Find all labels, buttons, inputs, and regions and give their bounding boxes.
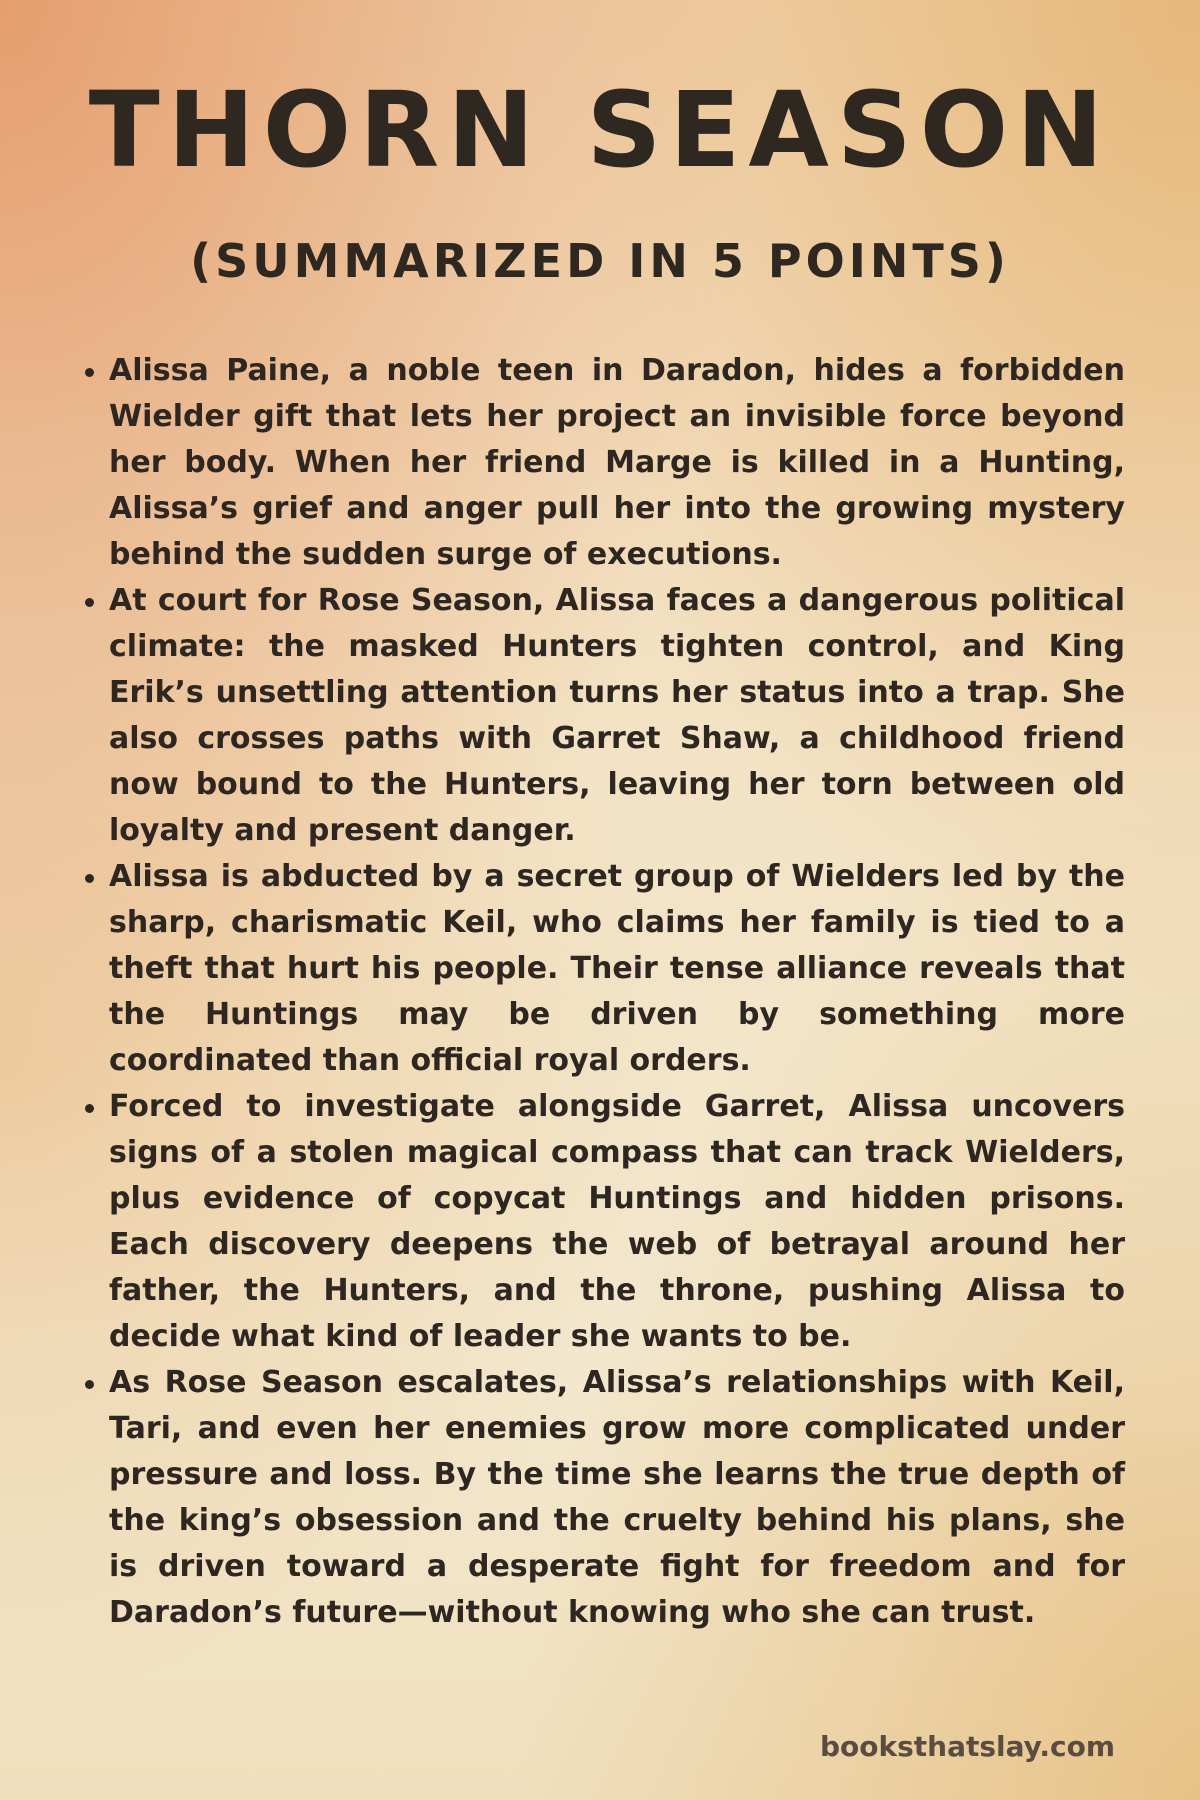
summary-point: Alissa Paine, a noble teen in Daradon, hides a forbidden Wielder gift that lets her project an invisible force beyond her body. When her friend Marge is killed in a Hunting, Alissa’s grief and anger pull her into the growing mystery behind the sudden surge of executions.	[109, 348, 1125, 578]
summary-list	[109, 348, 1125, 1636]
page-subtitle: (SUMMARIZED IN 5 POINTS)	[190, 234, 1010, 288]
summary-point: As Rose Season escalates, Alissa’s relationships with Keil, Tari, and even her enemies grow more complicated under pressure and loss. By the time she learns the true depth of the king’s obsession and the cruelty behind his plans, she is driven toward a desperate fight for freedom and for Daradon’s future—without knowing who she can trust.	[109, 1360, 1125, 1636]
summary-point: At court for Rose Season, Alissa faces a dangerous political climate: the masked Hunters tighten control, and King Erik’s unsettling attention turns her status into a trap. She also crosses paths with Garret Shaw, a childhood friend now bound to the Hunters, leaving her torn between old loyalty and present danger.	[109, 578, 1125, 854]
summary-point: Alissa is abducted by a secret group of Wielders led by the sharp, charismatic Keil, who claims her family is tied to a theft that hurt his people. Their tense alliance reveals that the Huntings may be driven by something more coordinated than official royal orders.	[109, 854, 1125, 1084]
site-watermark: booksthatslay.com	[819, 1730, 1115, 1763]
page-title: THORN SEASON	[88, 69, 1112, 191]
summary-point: Forced to investigate alongside Garret, Alissa uncovers signs of a stolen magical compass that can track Wielders, plus evidence of copycat Huntings and hidden prisons. Each discovery deepens the web of betrayal around her father, the Hunters, and the throne, pushing Alissa to decide what kind of leader she wants to be.	[109, 1084, 1125, 1360]
